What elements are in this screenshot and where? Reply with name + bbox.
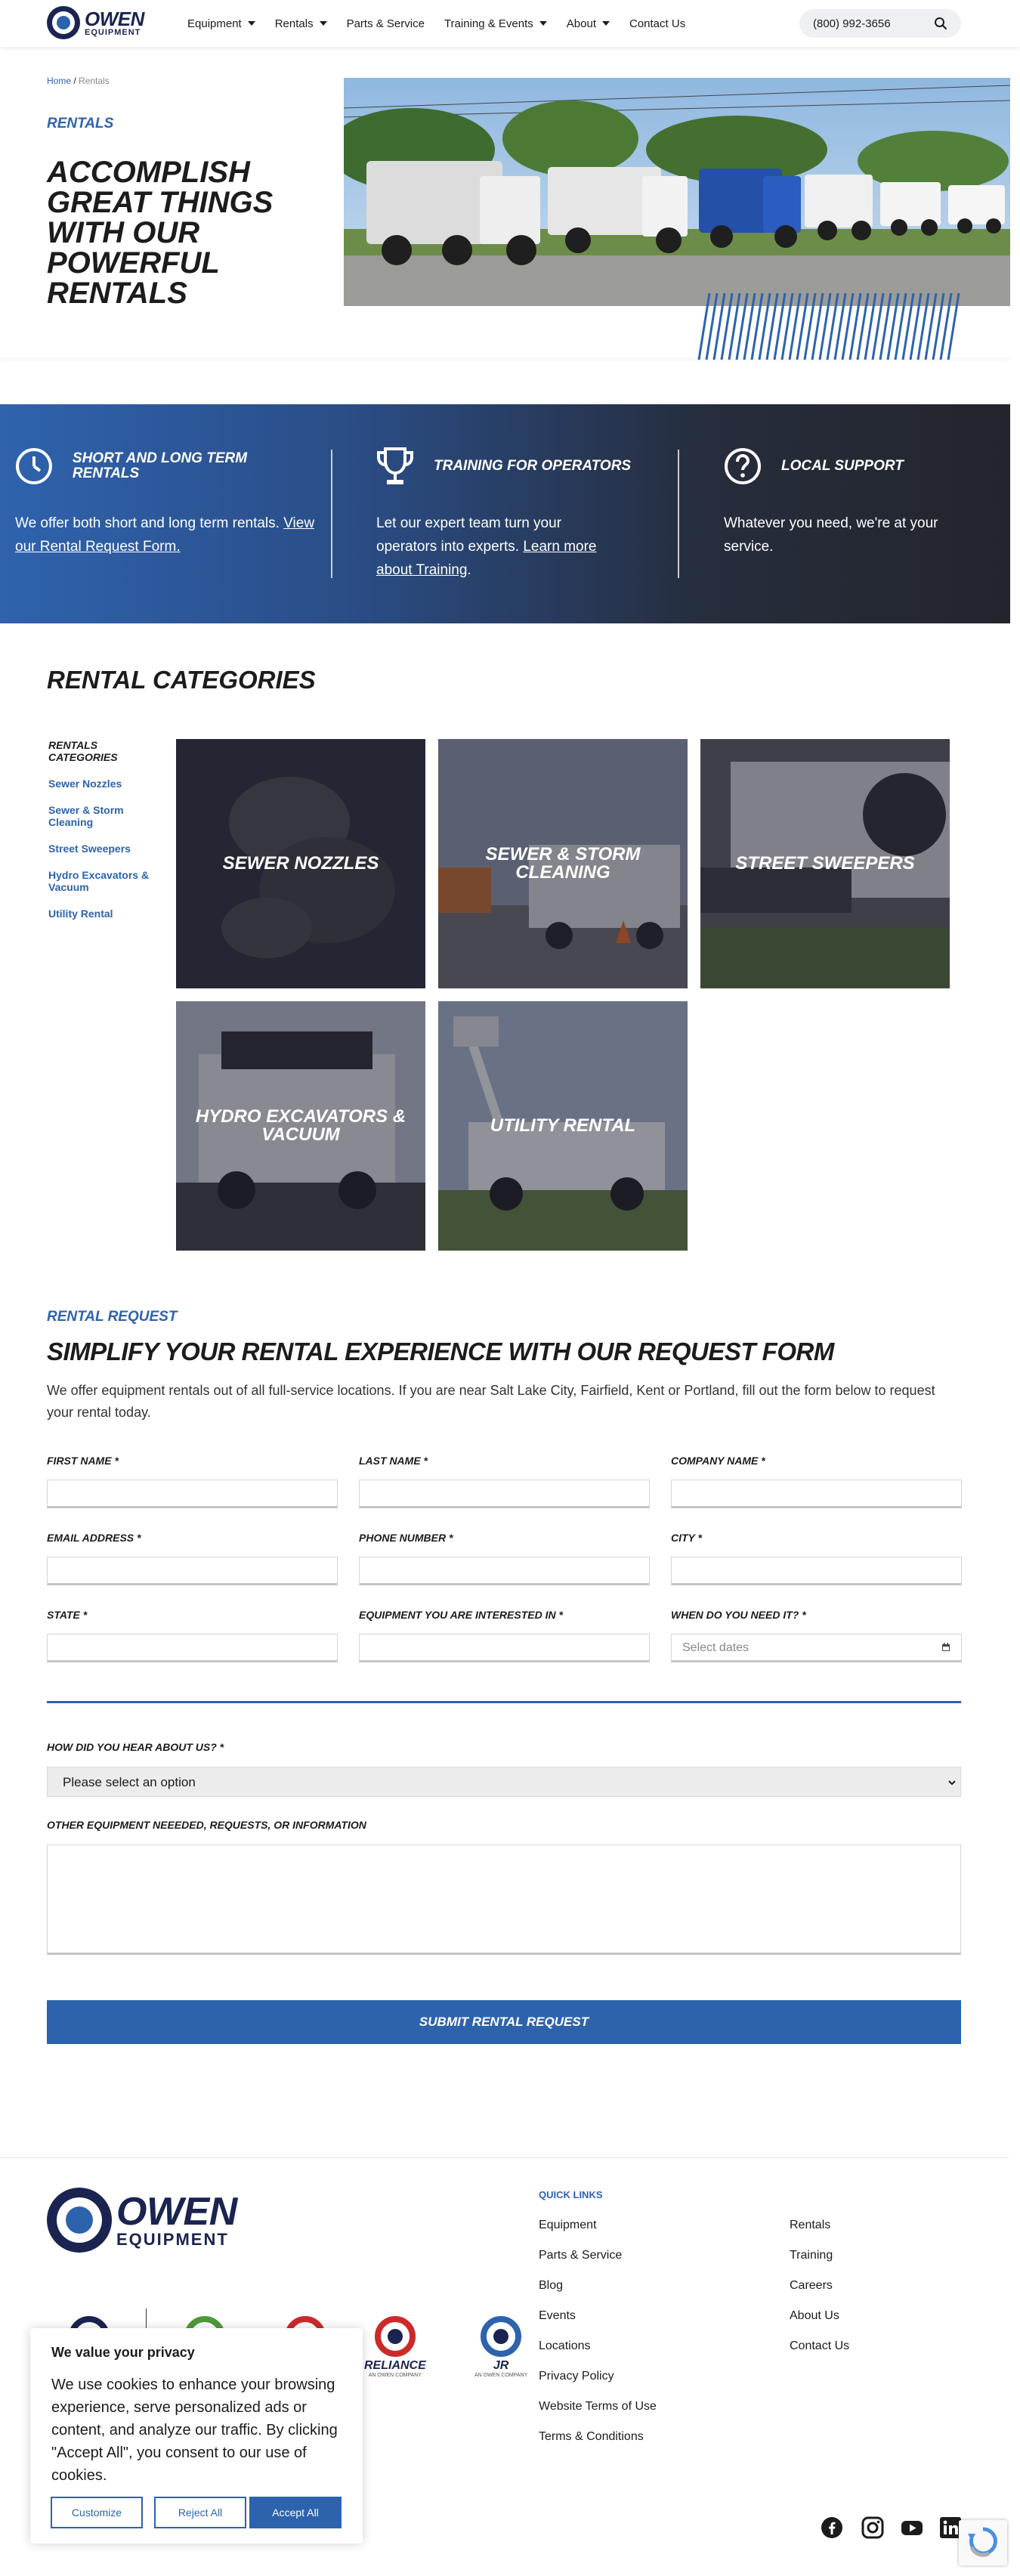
nav-parts-service[interactable]: Parts & Service	[346, 17, 425, 30]
chevron-down-icon	[539, 21, 547, 26]
trophy-icon	[376, 446, 414, 487]
calendar-icon[interactable]	[941, 1643, 950, 1652]
clock-icon	[15, 447, 53, 485]
tile-hydro-excavators[interactable]	[176, 1001, 425, 1251]
nav-contact-us[interactable]: Contact Us	[629, 17, 686, 30]
decorative-stripes	[691, 293, 960, 360]
footer-link-locations[interactable]: Locations	[539, 2339, 591, 2352]
nav-about[interactable]: About	[567, 17, 610, 30]
chevron-down-icon	[602, 21, 610, 26]
state-field[interactable]	[47, 1634, 338, 1662]
label-city: CITY *	[671, 1532, 702, 1544]
nav-rentals[interactable]: Rentals	[275, 17, 327, 30]
sidebar-item-utility-rental[interactable]: Utility Rental	[48, 908, 113, 920]
breadcrumb-current: Rentals	[79, 76, 110, 86]
main-nav	[187, 0, 685, 47]
categories-title: RENTAL CATEGORIES	[47, 666, 316, 694]
question-icon	[724, 447, 762, 485]
submit-button[interactable]: SUBMIT RENTAL REQUEST	[47, 2000, 961, 2044]
tile-label: SEWER NOZZLES	[222, 853, 379, 874]
footer-link-rentals[interactable]: Rentals	[790, 2219, 831, 2231]
owen-logo-mark	[47, 6, 80, 39]
footer-link-parts-service[interactable]: Parts & Service	[539, 2249, 623, 2262]
footer-link-blog[interactable]: Blog	[539, 2279, 564, 2292]
facebook-icon[interactable]	[821, 2516, 843, 2539]
company-name-field[interactable]	[671, 1480, 962, 1508]
date-field[interactable]	[671, 1634, 962, 1662]
instagram-icon[interactable]	[861, 2516, 884, 2539]
label-phone: PHONE NUMBER *	[359, 1532, 453, 1544]
footer-link-about-us[interactable]: About Us	[790, 2309, 839, 2322]
form-eyebrow: RENTAL REQUEST	[47, 1309, 178, 1325]
feature-title: LOCAL SUPPORT	[781, 458, 904, 474]
city-field[interactable]	[671, 1557, 962, 1585]
tile-label: STREET SWEEPERS	[735, 853, 915, 874]
label-hear: HOW DID YOU HEAR ABOUT US? *	[47, 1741, 224, 1753]
sidebar-item-sewer-storm[interactable]: Sewer & Storm Cleaning	[48, 804, 124, 828]
quick-links-heading: QUICK LINKS	[539, 2189, 603, 2200]
tile-label: HYDRO EXCAVATORS & VACUUM	[195, 1106, 406, 1145]
owen-logo-mark	[47, 2188, 112, 2253]
footer-link-privacy[interactable]: Privacy Policy	[539, 2370, 614, 2383]
tile-street-sweepers[interactable]	[700, 739, 950, 988]
label-other: OTHER EQUIPMENT NEEEDED, REQUESTS, OR INFORMATION	[47, 1819, 366, 1831]
footer-link-terms-of-use[interactable]: Website Terms of Use	[539, 2400, 657, 2413]
features-band	[0, 404, 1010, 623]
tile-utility-rental[interactable]	[438, 1001, 688, 1251]
date-placeholder: Select dates	[682, 1641, 750, 1654]
recaptcha-badge[interactable]	[959, 2520, 1007, 2565]
footer-logo-name: OWEN	[116, 2190, 237, 2234]
logo-sub: EQUIPMENT	[85, 27, 141, 37]
nav-training-events[interactable]: Training & Events	[444, 17, 547, 30]
breadcrumb-home[interactable]: Home	[47, 76, 72, 86]
footer-link-contact-us[interactable]: Contact Us	[790, 2339, 850, 2352]
cookie-title: We value your privacy	[51, 2345, 195, 2360]
equipment-field[interactable]	[359, 1634, 650, 1662]
phone-search-pill[interactable]	[799, 9, 961, 38]
footer-link-terms-conditions[interactable]: Terms & Conditions	[539, 2430, 644, 2443]
tile-label: UTILITY RENTAL	[490, 1115, 636, 1136]
owen-logo[interactable]	[47, 6, 144, 39]
hero-title: ACCOMPLISH GREAT THINGS WITH OUR POWERFUL RENTALS	[47, 156, 274, 310]
tile-label: SEWER & STORM CLEANING	[485, 844, 641, 883]
feature-title: SHORT AND LONG TERM RENTALS	[72, 450, 248, 481]
label-equipment: EQUIPMENT YOU ARE INTERESTED IN *	[359, 1609, 563, 1621]
feature-title: TRAINING FOR OPERATORS	[434, 458, 632, 474]
label-last-name: LAST NAME *	[359, 1455, 428, 1467]
hear-about-select[interactable]	[47, 1767, 961, 1797]
logo-name: OWEN	[85, 7, 144, 30]
label-state: STATE *	[47, 1609, 88, 1621]
select-value: Please select an option	[63, 1775, 196, 1789]
categories-sidebar	[48, 739, 169, 920]
cookie-banner	[30, 2328, 363, 2544]
footer-logo[interactable]	[47, 2188, 237, 2253]
nav-equipment[interactable]: Equipment	[187, 17, 255, 30]
brand-logo-reliance[interactable]: RELIANCE AN OWEN COMPANY	[364, 2316, 426, 2378]
footer-link-careers[interactable]: Careers	[790, 2279, 833, 2292]
email-field[interactable]	[47, 1557, 338, 1585]
chevron-down-icon	[948, 1779, 956, 1786]
sidebar-heading: RENTALS CATEGORIES	[48, 739, 118, 763]
last-name-field[interactable]	[359, 1480, 650, 1508]
feature-rentals: SHORT AND LONG TERM RENTALS We offer both short and long term rentals. View our Rental Request Form.	[15, 445, 317, 558]
reject-all-button[interactable]: Reject All	[154, 2497, 246, 2528]
breadcrumb: Home / Rentals	[47, 76, 110, 86]
label-email: EMAIL ADDRESS *	[47, 1532, 141, 1544]
feature-training: TRAINING FOR OPERATORS Let our expert team turn your operators into experts. Learn more about Training.	[376, 445, 678, 582]
footer-link-equipment[interactable]: Equipment	[539, 2219, 597, 2231]
brand-logo-jr[interactable]: JR AN OWEN COMPANY	[474, 2316, 527, 2378]
recaptcha-icon	[959, 2520, 1007, 2565]
feature-support: LOCAL SUPPORT Whatever you need, we're at your service.	[724, 445, 1020, 558]
site-header	[0, 0, 1020, 47]
phone-field[interactable]	[359, 1557, 650, 1585]
label-first-name: FIRST NAME *	[47, 1455, 119, 1467]
rental-form-link[interactable]: View our Rental Request Form.	[15, 515, 315, 555]
customize-button[interactable]: Customize	[51, 2497, 143, 2528]
cookie-text: We use cookies to enhance your browsing experience, serve personalized ads or content, and analyze our traffic. By clicking "Accept All", you consent to our use of cookies.	[51, 2377, 338, 2484]
sidebar-item-hydro-excavators[interactable]: Hydro Excavators & Vacuum	[48, 869, 150, 893]
hero-eyebrow: RENTALS	[47, 116, 114, 131]
chevron-down-icon	[248, 21, 255, 26]
first-name-field[interactable]	[47, 1480, 338, 1508]
other-info-textarea[interactable]	[47, 1845, 961, 1955]
tile-sewer-nozzles[interactable]	[176, 739, 425, 988]
footer-link-events[interactable]: Events	[539, 2309, 576, 2322]
tile-sewer-storm[interactable]	[438, 739, 688, 988]
accept-all-button[interactable]: Accept All	[249, 2497, 342, 2528]
footer-link-training[interactable]: Training	[790, 2249, 833, 2262]
form-intro: We offer equipment rentals out of all full-service locations. If you are near Salt Lake City, Fairfield, Kent or Portland, fill out the form below to request your rental today.	[47, 1383, 935, 1420]
form-title: SIMPLIFY YOUR RENTAL EXPERIENCE WITH OUR REQUEST FORM	[47, 1337, 834, 1365]
youtube-icon[interactable]	[901, 2516, 923, 2539]
footer-logo-sub: EQUIPMENT	[116, 2230, 229, 2249]
header-phone[interactable]: (800) 992-3656	[813, 17, 891, 30]
sidebar-item-street-sweepers[interactable]: Street Sweepers	[48, 843, 131, 855]
chevron-down-icon	[320, 21, 327, 26]
training-link[interactable]: Learn more about Training	[376, 539, 597, 578]
label-when: WHEN DO YOU NEED IT? *	[671, 1609, 806, 1621]
hero-image	[344, 78, 1010, 306]
search-icon[interactable]	[934, 17, 947, 30]
label-company: COMPANY NAME *	[671, 1455, 765, 1467]
sidebar-item-sewer-nozzles[interactable]: Sewer Nozzles	[48, 778, 122, 790]
